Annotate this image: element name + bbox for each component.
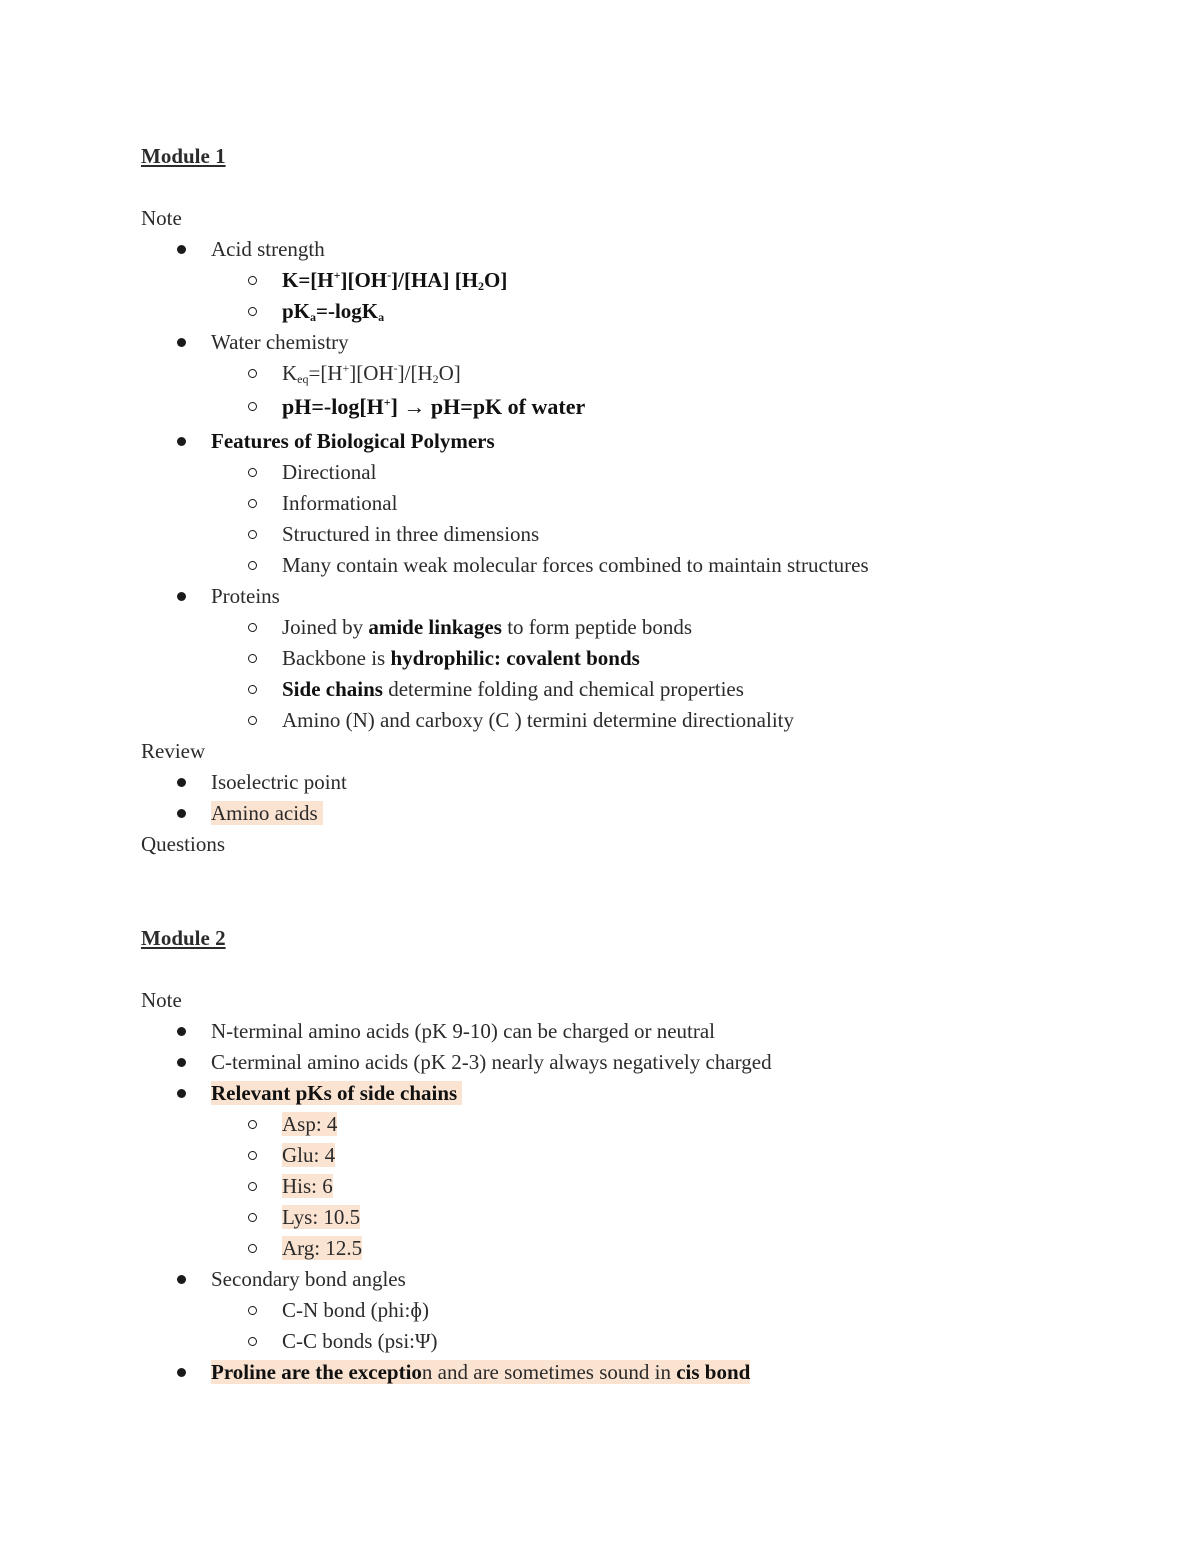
list-item: $K_{eq}=[H^+][OH^-]/[H_2O]$ — [282, 358, 461, 389]
bullet-disc-icon — [177, 767, 186, 798]
list-item — [282, 1233, 362, 1264]
bullet-circle-icon — [248, 358, 257, 389]
list-item: Structured in three dimensions — [282, 519, 539, 550]
bullet-circle-icon — [248, 391, 257, 422]
bullet-circle-icon — [248, 265, 257, 296]
questions-label: Questions — [141, 832, 225, 856]
list-item — [282, 1140, 335, 1171]
list-item: Informational — [282, 488, 397, 519]
bullet-disc-icon — [177, 1357, 186, 1388]
list-item — [211, 1357, 750, 1388]
bullet-circle-icon — [248, 643, 257, 674]
list-item: Joined by amide linkages to form peptide bonds — [282, 612, 692, 643]
highlighted-text: Asp: 4 — [282, 1112, 338, 1136]
list-item: Proteins — [211, 581, 280, 612]
review-label: Review — [141, 739, 206, 763]
highlighted-text: Arg: 12.5 — [282, 1236, 363, 1260]
list-item — [282, 1109, 337, 1140]
bullet-disc-icon — [177, 1016, 186, 1047]
list-item: C-C bonds (psi:Ψ) — [282, 1326, 438, 1357]
list-item: Acid strength — [211, 234, 325, 265]
module-2-heading: Module 2 — [141, 926, 226, 950]
bullet-disc-icon — [177, 1264, 186, 1295]
bullet-circle-icon — [248, 1295, 257, 1326]
bullet-circle-icon — [248, 1171, 257, 1202]
bullet-disc-icon — [177, 426, 186, 457]
list-item: pH=-log[H+] → pH=pK of water — [282, 391, 585, 422]
list-item: C-terminal amino acids (pK 2-3) nearly always negatively charged — [211, 1047, 772, 1078]
note-label: Note — [141, 206, 182, 230]
bullet-circle-icon — [248, 457, 257, 488]
bullet-circle-icon — [248, 1233, 257, 1264]
module-1-heading: Module 1 — [141, 144, 226, 168]
bullet-disc-icon — [177, 234, 186, 265]
bullet-disc-icon — [177, 1047, 186, 1078]
highlighted-text: Lys: 10.5 — [282, 1205, 361, 1229]
list-item: Features of Biological Polymers — [211, 426, 495, 457]
list-item — [211, 1078, 462, 1109]
bullet-disc-icon — [177, 1078, 186, 1109]
list-item — [282, 1171, 333, 1202]
bullet-circle-icon — [248, 1109, 257, 1140]
list-item: $pK_a=-\log K_a$ — [282, 296, 384, 327]
bullet-circle-icon — [248, 296, 257, 327]
list-item: K=[H+][OH-]/[HA] $[H_2O]$ — [282, 265, 507, 296]
highlighted-text: Amino acids — [211, 801, 318, 825]
list-item: Isoelectric point — [211, 767, 347, 798]
bullet-circle-icon — [248, 550, 257, 581]
bullet-circle-icon — [248, 1202, 257, 1233]
bullet-circle-icon — [248, 705, 257, 736]
highlighted-text: His: 6 — [282, 1174, 333, 1198]
list-item: Amino (N) and carboxy (C ) termini determine directionality — [282, 705, 794, 736]
list-item: Directional — [282, 457, 376, 488]
bullet-circle-icon — [248, 674, 257, 705]
highlighted-text: Glu: 4 — [282, 1143, 336, 1167]
note-label: Note — [141, 988, 182, 1012]
list-item: Secondary bond angles — [211, 1264, 406, 1295]
list-item: Many contain weak molecular forces combined to maintain structures — [282, 550, 869, 581]
bullet-disc-icon — [177, 327, 186, 358]
list-item: Backbone is hydrophilic: covalent bonds — [282, 643, 640, 674]
list-item: Water chemistry — [211, 327, 349, 358]
highlighted-text: Proline are the exception and are sometimes sound in cis bond — [211, 1360, 751, 1384]
bullet-circle-icon — [248, 519, 257, 550]
bullet-circle-icon — [248, 612, 257, 643]
list-item: Side chains determine folding and chemical properties — [282, 674, 744, 705]
list-item: C-N bond (phi:ɸ) — [282, 1295, 429, 1326]
bullet-disc-icon — [177, 798, 186, 829]
list-item: N-terminal amino acids (pK 9-10) can be charged or neutral — [211, 1016, 715, 1047]
list-item — [282, 1202, 360, 1233]
bullet-disc-icon — [177, 581, 186, 612]
bullet-circle-icon — [248, 1140, 257, 1171]
list-item — [211, 798, 323, 829]
bullet-circle-icon — [248, 1326, 257, 1357]
bullet-circle-icon — [248, 488, 257, 519]
highlighted-text: Relevant pKs of side chains — [211, 1081, 458, 1105]
